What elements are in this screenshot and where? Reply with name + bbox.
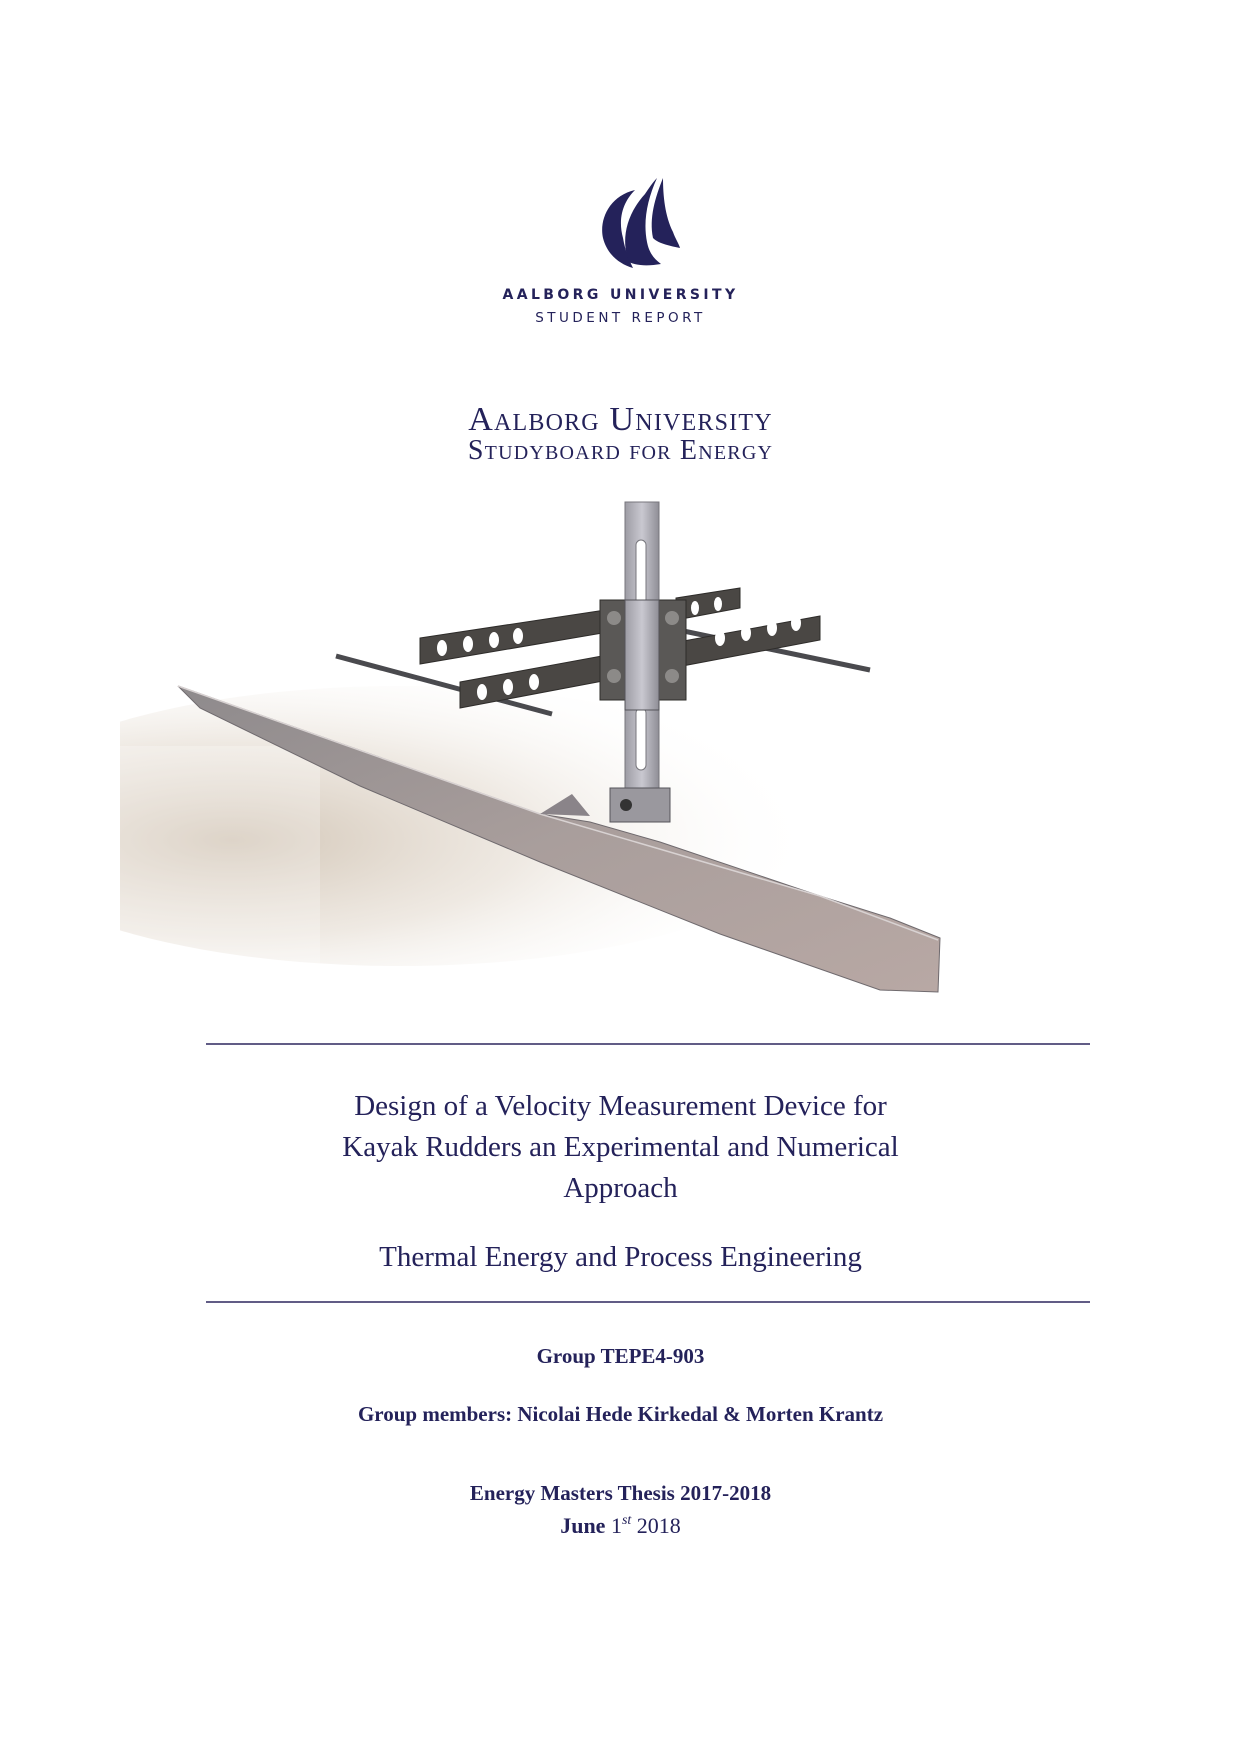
university-wordmark: AALBORG UNIVERSITY <box>502 287 739 303</box>
group-id: Group TEPE4-903 <box>536 1344 705 1368</box>
report-title-line: Approach <box>563 1172 678 1204</box>
date-day: 1 <box>610 1513 622 1538</box>
date-month: June <box>560 1513 606 1538</box>
institution-name: Aalborg University <box>468 401 773 438</box>
report-title-line: Kayak Rudders an Experimental and Numerical <box>342 1131 899 1163</box>
submission-date <box>0 1507 1241 1540</box>
student-report-label: STUDENT REPORT <box>535 310 706 326</box>
specialisation: Thermal Energy and Process Engineering <box>379 1241 862 1273</box>
thesis-label: Energy Masters Thesis 2017-2018 <box>469 1481 772 1505</box>
date-suffix: st <box>621 1513 632 1528</box>
report-title-line: Design of a Velocity Measurement Device for <box>354 1090 887 1122</box>
studyboard-name: Studyboard for Energy <box>467 435 774 466</box>
divider-bottom <box>206 1301 1090 1303</box>
divider-top <box>206 1043 1090 1045</box>
kayak-rudder-device-render <box>120 496 1120 1016</box>
date-year: 2018 <box>636 1513 681 1538</box>
aau-wave-logo-icon <box>595 176 680 268</box>
group-members: Group members: Nicolai Hede Kirkedal & Morten Krantz <box>357 1402 884 1426</box>
report-title <box>0 1086 1241 1209</box>
